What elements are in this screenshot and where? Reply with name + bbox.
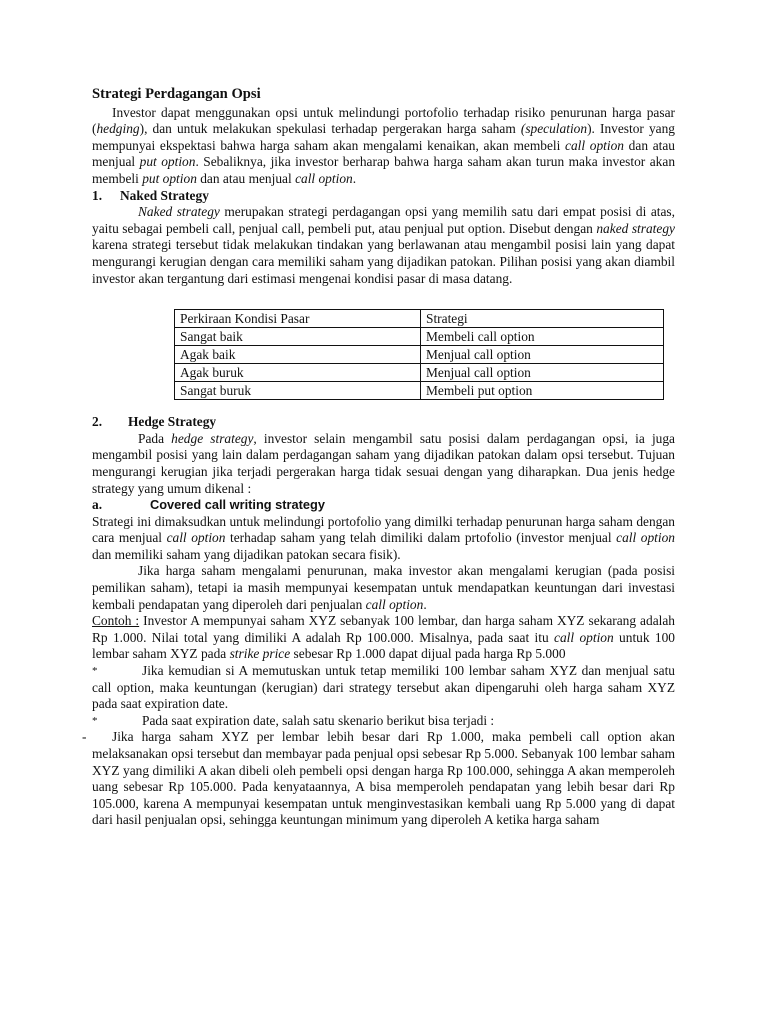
italic-text: put option xyxy=(139,154,196,170)
table-row xyxy=(175,382,664,400)
italic-text: call option xyxy=(554,629,614,645)
table-cell: Menjual call option xyxy=(421,346,664,364)
table-cell: Membeli put option xyxy=(421,382,664,400)
dash-item-1 xyxy=(82,729,675,829)
table-row xyxy=(175,364,664,382)
example-paragraph xyxy=(92,613,675,663)
text: . Sebaliknya, jika investor berharap bahwa harga saham akan turun maka investor akan membeli xyxy=(92,154,676,186)
text: untuk 100 lembar saham XYZ pada xyxy=(92,629,675,662)
italic-text: (speculation xyxy=(520,121,588,137)
text: Jika harga saham mengalami penurunan, maka investor akan mengalami kerugian (pada posisi pemilikan saham), tetapi ia masih mempunyai kesempatan untuk mendapatkan keuntungan dari investasi kembali pendapatan yang diperoleh dari penjualan xyxy=(92,563,675,612)
text: dan atau menjual xyxy=(92,137,675,170)
bullet-item-1 xyxy=(92,663,675,713)
table-cell: Membeli call option xyxy=(421,328,664,346)
italic-text: call option xyxy=(616,530,676,546)
section-number: 2. xyxy=(92,414,103,430)
section-1-paragraph xyxy=(92,204,675,287)
text: . xyxy=(423,596,427,612)
dash-marker: - xyxy=(82,729,87,745)
text: . xyxy=(352,170,357,186)
italic-text: call option xyxy=(365,596,424,612)
text: ), dan untuk melakukan spekulasi terhadap pergerakan harga saham xyxy=(139,121,521,137)
italic-text: call option xyxy=(295,170,353,186)
text: sebesar Rp 1.000 dapat dijual pada harga Rp 5.000 xyxy=(290,646,566,662)
table-cell: Menjual call option xyxy=(421,364,664,382)
intro-paragraph xyxy=(92,105,675,188)
subsection-title: Covered call writing strategy xyxy=(150,497,325,513)
subsection-a-heading xyxy=(92,497,675,514)
section-title: Hedge Strategy xyxy=(128,414,217,430)
table-cell: Sangat baik xyxy=(175,328,421,346)
text: ). Investor yang mempunyai ekspektasi bahwa harga saham akan mengalami kenaikan, akan membeli xyxy=(92,121,675,153)
italic-text: call option xyxy=(166,530,226,546)
text: terhadap saham yang telah dimiliki dalam prtofolio (investor menjual xyxy=(225,530,617,546)
table-cell: Agak baik xyxy=(175,346,421,364)
italic-text: naked strategy xyxy=(596,220,675,236)
text: dan atau menjual xyxy=(196,170,296,186)
section-number: 1. xyxy=(92,187,103,203)
table-row xyxy=(175,328,664,346)
text: Pada xyxy=(138,430,172,446)
bullet-icon: * xyxy=(92,665,98,678)
text: dan memiliki saham yang dijadikan patokan secara fisik). xyxy=(92,546,401,562)
dash-item-text: Jika harga saham XYZ per lembar lebih besar dari Rp 1.000, maka pembeli call option akan melaksanakan opsi tersebut dan membayar pada penjual opsi sebesar Rp 5.000. Sebanyak 100 lembar saham XYZ yang dimiliki A akan dibeli oleh pembeli opsi dengan harga Rp 100.000, sehingga A akan memperoleh uang sebesar Rp 105.000. Pada kenyataannya, A bisa memperoleh pendapatan yang lebih besar dari Rp 105.000, karena A mempunyai kesempatan untuk menginvestasikan kembali uang Rp 5.000 yang di dapat dari hasil penjualan opsi, sehingga keuntungan minimum yang diperoleh A ketika harga saham xyxy=(92,729,675,828)
section-title: Naked Strategy xyxy=(120,187,209,203)
table-row xyxy=(175,346,664,364)
table-header-row xyxy=(175,310,664,328)
bullet-icon: * xyxy=(92,714,98,727)
page-title: Strategi Perdagangan Opsi xyxy=(92,86,261,102)
subsection-a-paragraph-1 xyxy=(92,514,675,564)
italic-text: Naked strategy xyxy=(138,204,220,220)
italic-text: call option xyxy=(565,137,624,153)
document-body xyxy=(82,86,676,829)
table-header-cell: Strategi xyxy=(421,310,664,328)
italic-text: hedging xyxy=(96,121,140,137)
table-cell: Agak buruk xyxy=(175,364,421,382)
text: Strategi ini dimaksudkan untuk melindungi portofolio yang dimilki terhadap penurunan harga saham dengan cara menjual xyxy=(92,513,675,546)
bullet-item-2 xyxy=(92,713,675,730)
strategy-table xyxy=(174,309,664,400)
bullet-text: Pada saat expiration date, salah satu skenario berikut bisa terjadi : xyxy=(142,712,495,728)
table-header-cell: Perkiraan Kondisi Pasar xyxy=(175,310,421,328)
italic-text: strike price xyxy=(229,646,291,662)
section-2-paragraph xyxy=(92,431,675,497)
text: Investor A mempunyai saham XYZ sebanyak 100 lembar, dan harga saham XYZ sekarang adalah Rp 1.000. Nilai total yang dimiliki A adalah Rp 100.000. Misalnya, pada saat itu xyxy=(92,613,675,645)
section-1-heading xyxy=(92,188,675,205)
section-2-heading xyxy=(92,414,675,431)
subsection-number: a. xyxy=(92,497,103,513)
text: merupakan strategi perdagangan opsi yang memilih satu dari empat posisi di atas, yaitu sebagai pembeli call, penjual call, pembeli put, atau penjual put option. Disebut dengan xyxy=(92,204,675,236)
italic-text: put option xyxy=(142,170,197,186)
subsection-a-paragraph-2 xyxy=(92,563,675,613)
text: Investor dapat menggunakan opsi untuk melindungi portofolio terhadap risiko penurunan harga pasar ( xyxy=(92,104,675,137)
bullet-text: Jika kemudian si A memutuskan untuk tetap memiliki 100 lembar saham XYZ dan menjual satu call option, maka keuntungan (kerugian) dari strategy tersebut akan dipengaruhi oleh harga saham XYZ pada saat expiration date. xyxy=(92,663,675,712)
text: , investor selain mengambil satu posisi dalam perdagangan opsi, ia juga mengambil posisi yang lain dalam perdagangan saham yang dijadikan patokan dalam opsi tersebut. Tujuan mengurangi kerugian jika terjadi pergerakan harga tidak sesuai dengan yang diharapkan. Dua jenis hedge strategy yang umum dikenal : xyxy=(92,430,675,496)
example-label: Contoh : xyxy=(92,613,140,629)
text: karena strategi tersebut tidak melakukan tindakan yang berlawanan atau mengambil posisi lain yang dapat mengurangi kerugian dengan cara memiliki saham yang dijadikan patokan. Pilihan posisi yang akan diambil investor akan tergantung dari estimasi mengenai kondisi pasar di masa datang. xyxy=(92,237,675,286)
table-cell: Sangat buruk xyxy=(175,382,421,400)
italic-text: hedge strategy xyxy=(171,430,254,446)
